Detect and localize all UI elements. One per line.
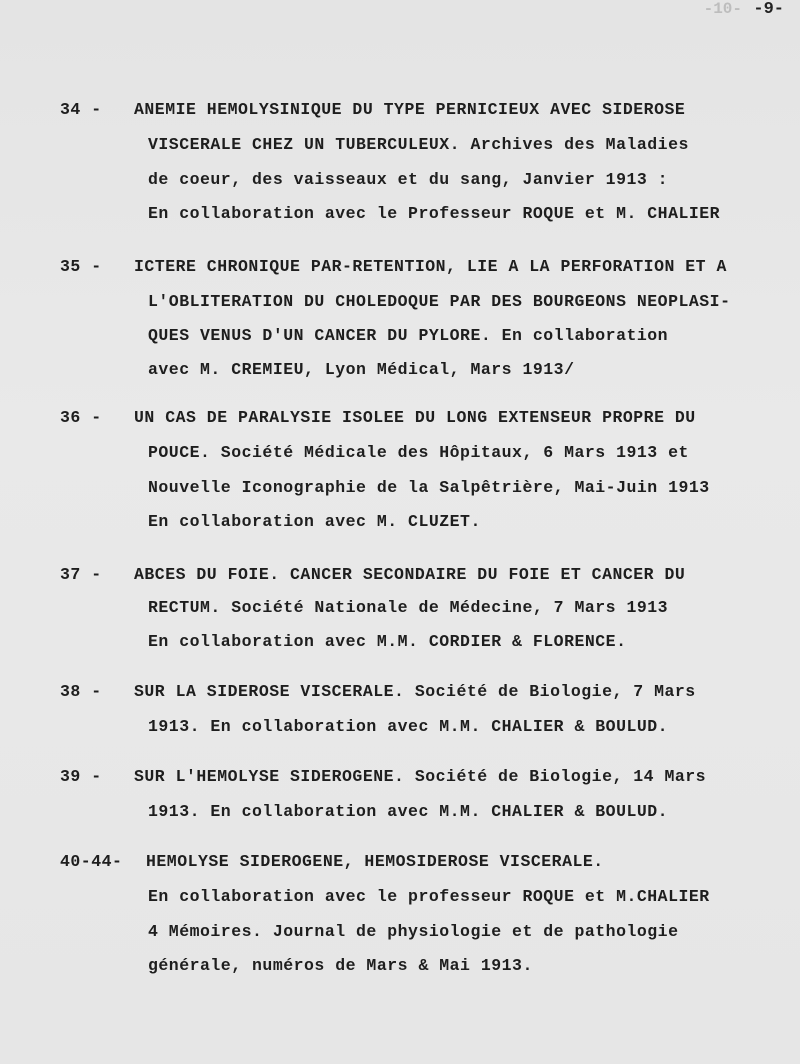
entry-number: 39 - (60, 767, 102, 786)
entry-text-line: En collaboration avec M. CLUZET. (148, 512, 481, 531)
page-number: -9- (753, 0, 784, 19)
entry-text-line: 1913. En collaboration avec M.M. CHALIER & BOULUD. (148, 802, 669, 821)
entry-text-line: En collaboration avec le Professeur ROQUE et M. CHALIER (148, 204, 721, 223)
entry-title-line: UN CAS DE PARALYSIE ISOLEE DU LONG EXTENSEUR PROPRE DU (134, 408, 696, 427)
entry-number: 38 - (60, 682, 102, 701)
entry-text-line: RECTUM. Société Nationale de Médecine, 7 Mars 1913 (148, 598, 669, 617)
entry-text-line: Nouvelle Iconographie de la Salpêtrière, Mai-Juin 1913 (148, 478, 710, 497)
entry-text-line: L'OBLITERATION DU CHOLEDOQUE PAR DES BOURGEONS NEOPLASI- (148, 292, 731, 311)
entry-text-line: POUCE. Société Médicale des Hôpitaux, 6 Mars 1913 et (148, 443, 689, 462)
entry-text-line: VISCERALE CHEZ UN TUBERCULEUX. Archives des Maladies (148, 135, 689, 154)
entry-text-line: QUES VENUS D'UN CANCER DU PYLORE. En collaboration (148, 326, 669, 345)
entry-title-line: ANEMIE HEMOLYSINIQUE DU TYPE PERNICIEUX AVEC SIDEROSE (134, 100, 686, 119)
entry-text-line: avec M. CREMIEU, Lyon Médical, Mars 1913/ (148, 360, 575, 379)
entry-number: 34 - (60, 100, 102, 119)
entry-title-line: HEMOLYSE SIDEROGENE, HEMOSIDEROSE VISCERALE. (146, 852, 604, 871)
entry-number: 37 - (60, 565, 102, 584)
entry-text-line: 4 Mémoires. Journal de physiologie et de pathologie (148, 922, 679, 941)
entry-text-line: 1913. En collaboration avec M.M. CHALIER & BOULUD. (148, 717, 669, 736)
entry-number: 35 - (60, 257, 102, 276)
entry-number: 36 - (60, 408, 102, 427)
entry-text-line: de coeur, des vaisseaux et du sang, Janvier 1913 : (148, 170, 669, 189)
entry-text-line: En collaboration avec le professeur ROQUE et M.CHALIER (148, 887, 710, 906)
entry-title-line: ICTERE CHRONIQUE PAR-RETENTION, LIE A LA PERFORATION ET A (134, 257, 727, 276)
entry-title-line: SUR L'HEMOLYSE SIDEROGENE. Société de Biologie, 14 Mars (134, 767, 707, 786)
entry-text-line: générale, numéros de Mars & Mai 1913. (148, 956, 533, 975)
entry-text-line: En collaboration avec M.M. CORDIER & FLORENCE. (148, 632, 627, 651)
entry-title-line: SUR LA SIDEROSE VISCERALE. Société de Biologie, 7 Mars (134, 682, 696, 701)
bleed-through-page-number: -10- (703, 0, 742, 18)
entry-number: 40-44- (60, 852, 123, 871)
entry-title-line: ABCES DU FOIE. CANCER SECONDAIRE DU FOIE ET CANCER DU (134, 565, 686, 584)
